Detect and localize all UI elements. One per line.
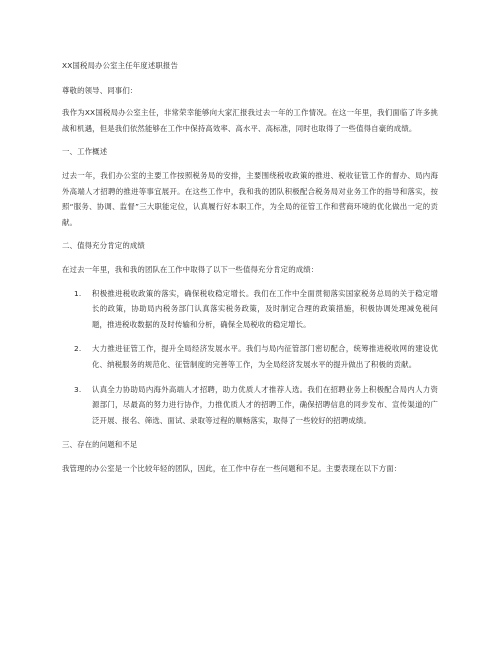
- section-3-heading: 三、存在的问题和不足: [62, 440, 138, 450]
- achievements-list: [62, 286, 438, 429]
- section-2-lead: 在过去一年里，我和我的团队在工作中取得了以下一些值得充分肯定的成绩：: [62, 264, 319, 274]
- list-item-text: 积极推进税收政策的落实，确保税收稳定增长。我们在工作中全面贯彻落实国家税务总局的关于稳定增长的政策，协助局内税务部门认真落实税务政策，及时制定合理的政策措施，积极协调处理减免税问题，推进税收数据的及时传输和分析，确保全局税收的稳定增长。: [92, 288, 438, 329]
- list-item-number: 1.: [74, 288, 82, 298]
- greeting: 尊敬的领导、同事们：: [62, 85, 138, 95]
- section-1-heading: 一、工作概述: [62, 147, 108, 157]
- section-2-heading: 二、值得充分肯定的成绩: [62, 241, 145, 251]
- section-1-paragraph: 过去一年，我们办公室的主要工作按照税务局的安排，主要围绕税收政策的推进、税收征管工作的督办、局内海外高端人才招聘的推进等事宜展开。在这些工作中，我和我的团队积极配合税务局对业务工作的指导和落实，按照“服务、协调、监督”三大职能定位，认真履行好本职工作，为全局的征管工作和营商环境的优化做出一定的贡献。: [62, 170, 438, 227]
- list-item-text: 大力推进征管工作，提升全局经济发展水平。我们与局内征管部门密切配合，统筹推进税收网的建设优化、纳税服务的规范化、征管制度的完善等工作，为全局经济发展水平的提升做出了积极的贡献。: [92, 344, 438, 369]
- list-item: [62, 341, 438, 372]
- list-item: [62, 286, 438, 333]
- document-body: [62, 58, 438, 484]
- section-3-paragraph: 我管理的办公室是一个比较年轻的团队，因此，在工作中存在一些问题和不足。主要表现在以下方面：: [62, 463, 402, 473]
- intro-paragraph: 我作为XX国税局办公室主任，非常荣幸能够向大家汇报我过去一年的工作情况。在这一年里，我们面临了许多挑战和机遇，但是我们依然能够在工作中保持高效率、高水平、高标准，同时也取得了一些值得自豪的成绩。: [62, 108, 438, 133]
- document-title: XX国税局办公室主任年度述职报告: [62, 61, 178, 70]
- list-item: [62, 382, 438, 429]
- list-item-number: 2.: [74, 344, 82, 354]
- list-item-text: 认真全力协助局内海外高端人才招聘，助力优质人才推荐人选。我们在招聘业务上积极配合局内人力资源部门，尽最高的努力进行协作，力推优质人才的招聘工作，确保招聘信息的同步发布、宣传渠道的广泛开展、报名、筛选、面试、录取等过程的顺畅落实，取得了一些较好的招聘成绩。: [92, 384, 438, 425]
- list-item-number: 3.: [74, 384, 82, 394]
